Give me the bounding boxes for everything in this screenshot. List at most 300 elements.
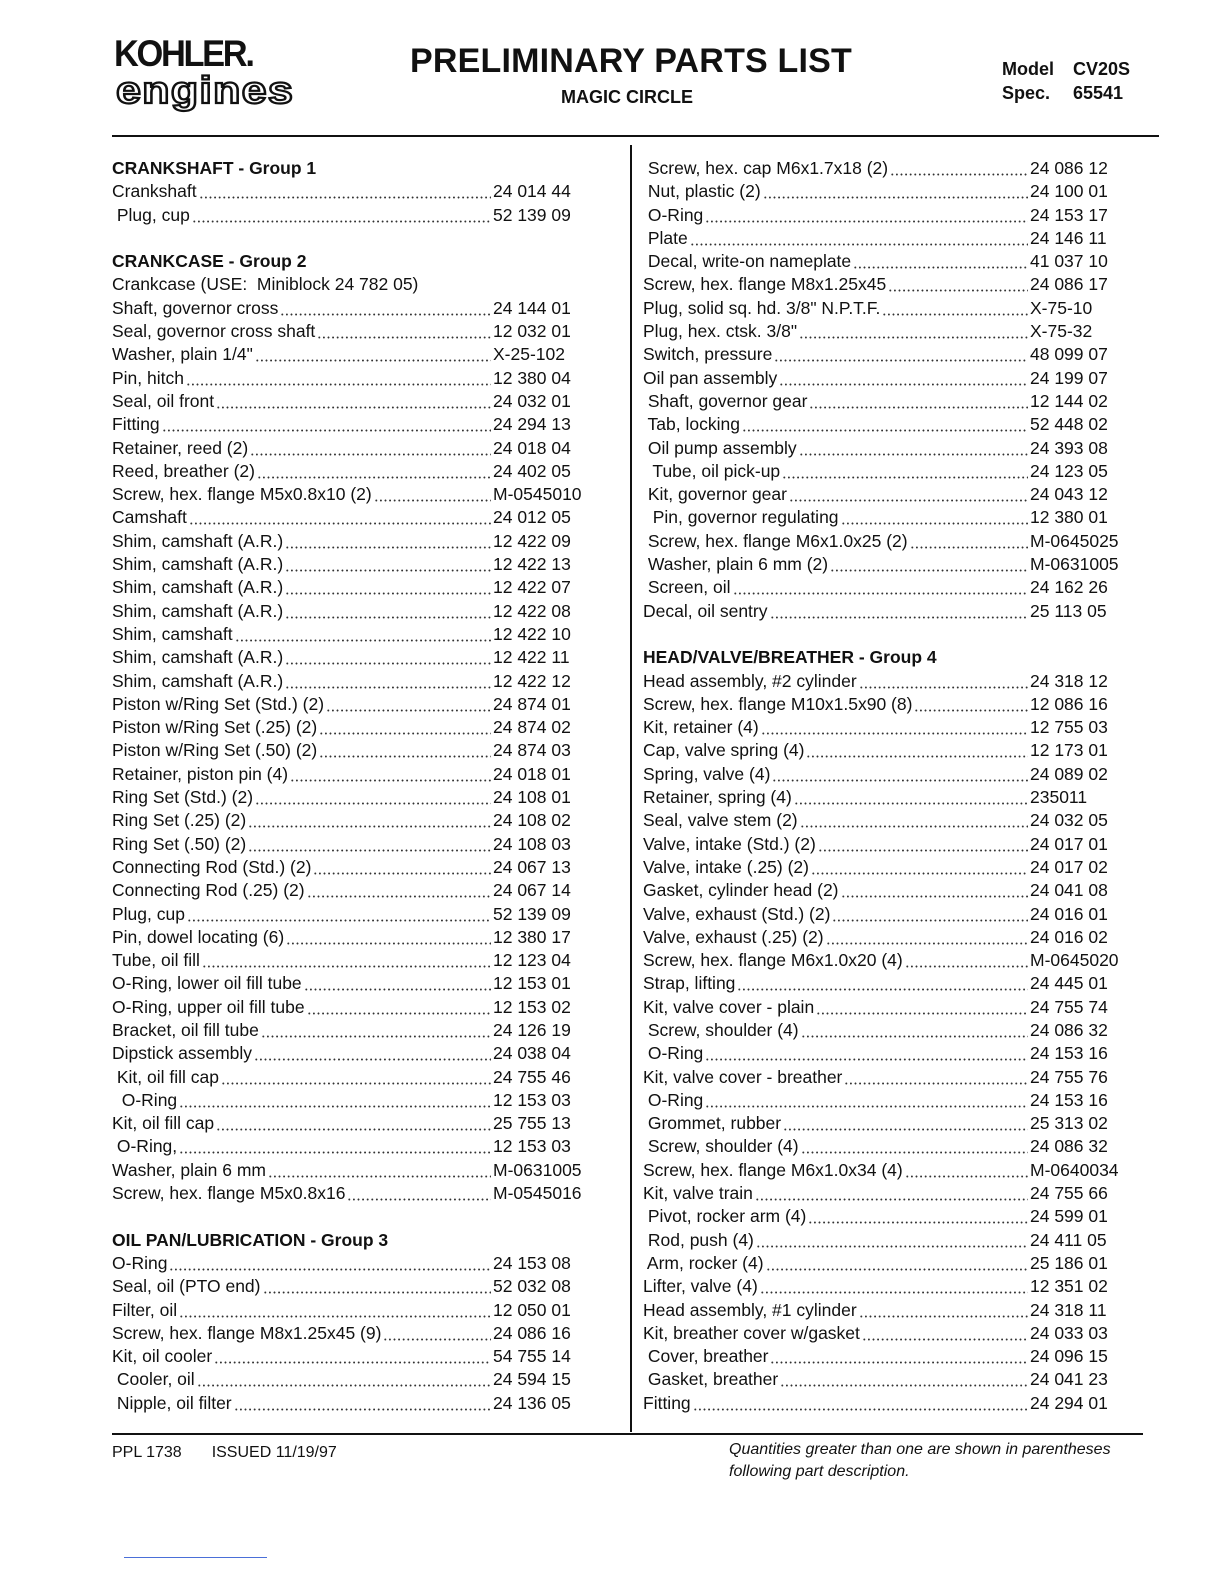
section-spacer xyxy=(643,623,1130,646)
part-description: Seal, governor cross shaft xyxy=(112,321,316,342)
part-number: M-0645025 xyxy=(1030,530,1119,551)
part-number: 25 755 13 xyxy=(493,1113,571,1134)
part-number: 24 033 03 xyxy=(1030,1322,1108,1343)
part-description: Plug, cup xyxy=(112,903,185,924)
part-row xyxy=(112,903,592,926)
dot-leader xyxy=(202,949,491,972)
dot-leader xyxy=(250,437,491,460)
part-number: 25 113 05 xyxy=(1030,600,1107,621)
dot-leader xyxy=(285,576,491,599)
part-description: Shaft, governor gear xyxy=(643,390,808,411)
part-description: Shim, camshaft (A.R.) xyxy=(112,530,284,551)
part-row xyxy=(112,204,592,227)
part-number: 12 422 12 xyxy=(493,670,571,691)
part-description: Dipstick assembly xyxy=(112,1043,253,1064)
dot-leader xyxy=(268,1159,491,1182)
header-divider xyxy=(112,135,1159,137)
part-row xyxy=(112,297,592,320)
part-row xyxy=(643,204,1130,227)
dot-leader xyxy=(317,320,491,343)
dot-leader xyxy=(285,530,491,553)
part-row xyxy=(643,1275,1130,1298)
dot-leader xyxy=(255,786,491,809)
dot-leader xyxy=(844,1066,1028,1089)
part-number: M-0545010 xyxy=(493,484,582,505)
part-description: Ring Set (Std.) (2) xyxy=(112,787,254,808)
dot-leader xyxy=(705,1042,1028,1065)
part-row xyxy=(112,763,592,786)
part-row xyxy=(112,1392,592,1415)
part-number: 25 186 01 xyxy=(1030,1252,1108,1273)
part-description: Kit, breather cover w/gasket xyxy=(643,1322,860,1343)
dot-leader xyxy=(187,903,491,926)
part-description: Shaft, governor cross xyxy=(112,297,279,318)
part-number: 24 153 16 xyxy=(1030,1043,1108,1064)
part-row xyxy=(643,273,1130,296)
part-description: Valve, intake (Std.) (2) xyxy=(643,833,816,854)
part-number: 24 041 23 xyxy=(1030,1369,1108,1390)
part-row xyxy=(112,1345,592,1368)
part-number: 24 086 32 xyxy=(1030,1136,1108,1157)
dot-leader xyxy=(705,204,1028,227)
part-number: 52 139 09 xyxy=(493,204,571,225)
part-number: 24 126 19 xyxy=(493,1019,571,1040)
part-row xyxy=(643,343,1130,366)
part-row xyxy=(643,1252,1130,1275)
dot-leader xyxy=(192,204,491,227)
part-description: Head assembly, #2 cylinder xyxy=(643,670,857,691)
part-number: 24 411 05 xyxy=(1030,1229,1107,1250)
part-row xyxy=(643,949,1130,972)
part-row xyxy=(643,972,1130,995)
part-description: Shim, camshaft (A.R.) xyxy=(112,554,284,575)
part-number: 24 594 15 xyxy=(493,1369,571,1390)
part-description: Shim, camshaft (A.R.) xyxy=(112,577,284,598)
part-number: 24 067 14 xyxy=(493,880,571,901)
part-description: Ring Set (.25) (2) xyxy=(112,810,247,831)
part-description: Grommet, rubber xyxy=(643,1113,782,1134)
part-description: Kit, governor gear xyxy=(643,484,787,505)
group-heading xyxy=(112,1229,592,1252)
part-description: Washer, plain 6 mm xyxy=(112,1159,266,1180)
part-description: Camshaft xyxy=(112,507,187,528)
part-description: O-Ring xyxy=(643,204,704,225)
part-number: 12 086 16 xyxy=(1030,693,1108,714)
part-row xyxy=(112,1182,592,1205)
part-row xyxy=(643,1112,1130,1135)
dot-leader xyxy=(766,1252,1028,1275)
dot-leader xyxy=(826,926,1028,949)
doc-number: PPL 1738 xyxy=(112,1444,182,1461)
part-description: Pin, dowel locating (6) xyxy=(112,926,285,947)
logo-wordmark: KOHLER. xyxy=(114,33,253,74)
part-number: 12 422 10 xyxy=(493,623,571,644)
dot-leader xyxy=(806,739,1028,762)
group-heading-text: OIL PAN/LUBRICATION - Group 3 xyxy=(112,1229,389,1250)
part-description: Screw, hex. flange M5x0.8x16 xyxy=(112,1183,346,1204)
part-number: 24 012 05 xyxy=(493,507,571,528)
svg-text:engines: engines xyxy=(116,73,294,112)
section-spacer xyxy=(112,1205,592,1228)
dot-leader xyxy=(818,833,1028,856)
part-description: Tube, oil fill xyxy=(112,950,200,971)
part-row xyxy=(643,460,1130,483)
part-number: 24 153 17 xyxy=(1030,204,1108,225)
part-row xyxy=(643,996,1130,1019)
part-row xyxy=(643,530,1130,553)
part-row xyxy=(112,1019,592,1042)
group-heading xyxy=(112,250,592,273)
dot-leader xyxy=(808,1205,1028,1228)
page-title: PRELIMINARY PARTS LIST xyxy=(410,42,853,80)
part-number: 24 123 05 xyxy=(1030,460,1108,481)
part-description: Connecting Rod (.25) (2) xyxy=(112,880,305,901)
part-row xyxy=(643,809,1130,832)
part-description: Kit, oil fill cap xyxy=(112,1066,219,1087)
dot-leader xyxy=(186,367,491,390)
part-row xyxy=(112,693,592,716)
dot-leader xyxy=(910,530,1028,553)
part-row xyxy=(643,1135,1130,1158)
footer-note xyxy=(729,1439,1169,1483)
part-description: Strap, lifting xyxy=(643,973,736,994)
dot-leader xyxy=(199,180,491,203)
part-description: Seal, oil (PTO end) xyxy=(112,1276,261,1297)
dot-leader xyxy=(326,693,491,716)
dot-leader xyxy=(882,297,1028,320)
part-description: Decal, oil sentry xyxy=(643,600,768,621)
part-row xyxy=(112,623,592,646)
hyperlink-underline[interactable] xyxy=(124,1557,267,1558)
dot-leader xyxy=(772,763,1028,786)
part-row xyxy=(643,1322,1130,1345)
part-row xyxy=(112,1322,592,1345)
part-description: Shim, camshaft xyxy=(112,623,233,644)
part-description: Fitting xyxy=(643,1392,691,1413)
dot-leader xyxy=(737,972,1028,995)
part-number: 24 067 13 xyxy=(493,856,571,877)
part-row xyxy=(112,460,592,483)
part-row xyxy=(112,1368,592,1391)
dot-leader xyxy=(254,1042,491,1065)
part-number: 24 153 16 xyxy=(1030,1089,1108,1110)
part-description: Kit, oil fill cap xyxy=(112,1113,215,1134)
part-row xyxy=(643,576,1130,599)
model-value: CV20S xyxy=(1073,59,1131,79)
part-number: 12 380 17 xyxy=(493,926,571,947)
part-description: Retainer, reed (2) xyxy=(112,437,249,458)
part-number: 52 448 02 xyxy=(1030,414,1108,435)
part-number: 24 043 12 xyxy=(1030,484,1108,505)
part-row xyxy=(643,250,1130,273)
part-number: 24 096 15 xyxy=(1030,1346,1108,1367)
part-description: Lifter, valve (4) xyxy=(643,1276,758,1297)
part-description: Connecting Rod (Std.) (2) xyxy=(112,856,312,877)
part-row xyxy=(112,1112,592,1135)
dot-leader xyxy=(248,833,491,856)
dot-leader xyxy=(756,1229,1028,1252)
part-description: Ring Set (.50) (2) xyxy=(112,833,247,854)
part-description: Switch, pressure xyxy=(643,344,773,365)
part-row xyxy=(112,949,592,972)
part-number: 24 162 26 xyxy=(1030,577,1108,598)
dot-leader xyxy=(307,879,491,902)
dot-leader xyxy=(285,553,491,576)
part-description: Gasket, breather xyxy=(643,1369,779,1390)
part-row xyxy=(112,1135,592,1158)
part-number: 12 755 03 xyxy=(1030,717,1108,738)
part-row xyxy=(643,903,1130,926)
part-row xyxy=(112,972,592,995)
part-description: Shim, camshaft (A.R.) xyxy=(112,600,284,621)
dot-leader xyxy=(234,1392,491,1415)
part-number: 12 050 01 xyxy=(493,1299,571,1320)
part-description: O-Ring, xyxy=(112,1136,178,1157)
dot-leader xyxy=(693,1392,1028,1415)
part-number: 12 144 02 xyxy=(1030,390,1108,411)
part-description: Screw, hex. flange M6x1.0x34 (4) xyxy=(643,1159,903,1180)
part-description: Piston w/Ring Set (.25) (2) xyxy=(112,717,318,738)
part-number: M-0640034 xyxy=(1030,1159,1119,1180)
part-description: Pin, governor regulating xyxy=(643,507,839,528)
part-description: Nipple, oil filter xyxy=(112,1392,232,1413)
part-number: 24 318 11 xyxy=(1030,1299,1107,1320)
part-number: 24 038 04 xyxy=(493,1043,571,1064)
part-description: Decal, write-on nameplate xyxy=(643,251,852,272)
part-number: 24 108 02 xyxy=(493,810,571,831)
part-description: Kit, valve cover - breather xyxy=(643,1066,843,1087)
part-description: O-Ring, lower oil fill tube xyxy=(112,973,302,994)
dot-leader xyxy=(782,460,1028,483)
dot-leader xyxy=(189,506,491,529)
part-description: Tab, locking xyxy=(643,414,740,435)
dot-leader xyxy=(690,227,1028,250)
dot-leader xyxy=(905,1159,1028,1182)
part-number: M-0631005 xyxy=(493,1159,582,1180)
group-heading xyxy=(112,157,592,180)
dot-leader xyxy=(809,390,1028,413)
dot-leader xyxy=(313,856,491,879)
part-number: 54 755 14 xyxy=(493,1346,571,1367)
column-divider xyxy=(630,145,632,1432)
part-description: Shim, camshaft (A.R.) xyxy=(112,670,284,691)
dot-leader xyxy=(783,1112,1028,1135)
dot-leader xyxy=(801,1135,1028,1158)
part-description: Screw, shoulder (4) xyxy=(643,1019,799,1040)
dot-leader xyxy=(235,623,491,646)
dot-leader xyxy=(261,1019,491,1042)
dot-leader xyxy=(841,879,1028,902)
part-row xyxy=(112,576,592,599)
part-row xyxy=(643,1299,1130,1322)
part-number: 48 099 07 xyxy=(1030,344,1108,365)
part-row xyxy=(643,716,1130,739)
part-row xyxy=(112,856,592,879)
dot-leader xyxy=(169,1252,491,1275)
part-number: 24 393 08 xyxy=(1030,437,1108,458)
part-row xyxy=(112,413,592,436)
part-row xyxy=(112,646,592,669)
part-number: 24 318 12 xyxy=(1030,670,1108,691)
part-row xyxy=(643,1392,1130,1415)
part-row xyxy=(643,297,1130,320)
page-subtitle: MAGIC CIRCLE xyxy=(561,87,693,107)
part-description: O-Ring xyxy=(112,1252,168,1273)
part-row xyxy=(112,716,592,739)
part-number: 12 153 01 xyxy=(493,973,571,994)
part-description: Cooler, oil xyxy=(112,1369,195,1390)
part-description: Arm, rocker (4) xyxy=(643,1252,764,1273)
part-description: O-Ring xyxy=(112,1089,178,1110)
part-row xyxy=(643,926,1130,949)
part-number: 24 086 12 xyxy=(1030,158,1108,178)
part-row xyxy=(643,157,1130,180)
part-row xyxy=(643,856,1130,879)
dot-leader xyxy=(216,390,491,413)
part-number: 24 199 07 xyxy=(1030,367,1108,388)
part-number: 12 422 08 xyxy=(493,600,571,621)
parts-column-right xyxy=(643,157,1130,1415)
part-row xyxy=(112,833,592,856)
part-row xyxy=(643,1368,1130,1391)
part-number: 24 032 05 xyxy=(1030,810,1108,831)
dot-leader xyxy=(347,1182,491,1205)
part-number: 24 755 74 xyxy=(1030,996,1108,1017)
dot-leader xyxy=(800,809,1028,832)
part-row xyxy=(112,390,592,413)
part-row xyxy=(112,600,592,623)
part-number: 12 422 07 xyxy=(493,577,571,598)
part-description: Oil pump assembly xyxy=(643,437,797,458)
part-row xyxy=(112,1275,592,1298)
dot-leader xyxy=(280,297,491,320)
part-description: O-Ring xyxy=(643,1089,704,1110)
part-row xyxy=(112,367,592,390)
part-row xyxy=(112,180,592,203)
part-note-row xyxy=(112,273,592,296)
part-row xyxy=(643,390,1130,413)
part-description: Nut, plastic (2) xyxy=(643,181,761,202)
part-row xyxy=(643,763,1130,786)
part-description: Reed, breather (2) xyxy=(112,460,255,481)
part-row xyxy=(112,926,592,949)
dot-leader xyxy=(816,996,1028,1019)
dot-leader xyxy=(760,1275,1028,1298)
part-row xyxy=(112,670,592,693)
dot-leader xyxy=(257,460,491,483)
part-description: Gasket, cylinder head (2) xyxy=(643,880,839,901)
part-number: 24 016 02 xyxy=(1030,926,1108,947)
part-description: Valve, intake (.25) (2) xyxy=(643,856,809,877)
part-number: X-25-102 xyxy=(493,344,565,365)
part-number: 24 086 16 xyxy=(493,1322,571,1343)
part-description: Retainer, spring (4) xyxy=(643,787,792,808)
part-row xyxy=(112,786,592,809)
part-number: 24 599 01 xyxy=(1030,1206,1108,1227)
part-row xyxy=(643,367,1130,390)
part-description: Kit, retainer (4) xyxy=(643,717,759,738)
part-description: Washer, plain 6 mm (2) xyxy=(643,554,829,575)
part-number: 12 153 03 xyxy=(493,1136,571,1157)
part-description: Cap, valve spring (4) xyxy=(643,740,805,761)
spec-value: 65541 xyxy=(1073,83,1124,103)
dot-leader xyxy=(304,972,491,995)
part-description: Screw, hex. flange M10x1.5x90 (8) xyxy=(643,693,913,714)
dot-leader xyxy=(216,1112,491,1135)
dot-leader xyxy=(862,1322,1028,1345)
part-number: 12 153 02 xyxy=(493,996,571,1017)
part-row xyxy=(112,320,592,343)
part-number: 24 014 44 xyxy=(493,181,571,202)
part-row xyxy=(643,506,1130,529)
part-description: Screw, hex. flange M5x0.8x10 (2) xyxy=(112,484,372,505)
part-number: 24 018 04 xyxy=(493,437,571,458)
part-row xyxy=(643,1089,1130,1112)
part-row xyxy=(643,180,1130,203)
group-heading xyxy=(643,646,1130,669)
dot-leader xyxy=(319,739,491,762)
part-description: Pin, hitch xyxy=(112,367,184,388)
part-number: 24 146 11 xyxy=(1030,227,1107,248)
part-description: Rod, push (4) xyxy=(643,1229,754,1250)
part-row xyxy=(643,1159,1130,1182)
logo-engines-script xyxy=(114,73,299,115)
part-number: 12 422 13 xyxy=(493,554,571,575)
part-number: 235011 xyxy=(1030,787,1088,808)
part-description: Washer, plain 1/4" xyxy=(112,344,253,365)
part-description: Fitting xyxy=(112,414,160,435)
dot-leader xyxy=(794,786,1028,809)
part-row xyxy=(643,670,1130,693)
part-row xyxy=(643,1019,1130,1042)
part-number: 25 313 02 xyxy=(1030,1113,1108,1134)
part-description: Seal, oil front xyxy=(112,390,215,411)
dot-leader xyxy=(830,553,1028,576)
part-description: Filter, oil xyxy=(112,1299,178,1320)
part-description: Crankshaft xyxy=(112,181,197,202)
part-number: 24 016 01 xyxy=(1030,903,1108,924)
part-row xyxy=(112,996,592,1019)
part-description: Plate xyxy=(643,227,688,248)
part-description: Oil pan assembly xyxy=(643,367,778,388)
part-description: Screw, shoulder (4) xyxy=(643,1136,799,1157)
part-note-text: Crankcase (USE: Miniblock 24 782 05) xyxy=(112,274,419,295)
dot-leader xyxy=(255,343,491,366)
dot-leader xyxy=(799,437,1028,460)
dot-leader xyxy=(763,180,1028,203)
part-number: 24 874 03 xyxy=(493,740,571,761)
part-row xyxy=(643,833,1130,856)
part-row xyxy=(643,413,1130,436)
part-row xyxy=(112,879,592,902)
dot-leader xyxy=(733,576,1028,599)
part-number: 24 153 08 xyxy=(493,1252,571,1273)
part-description: Screen, oil xyxy=(643,577,731,598)
part-number: 12 351 02 xyxy=(1030,1276,1108,1297)
part-number: 24 100 01 xyxy=(1030,181,1108,202)
dot-leader xyxy=(319,716,491,739)
part-description: Plug, hex. ctsk. 3/8" xyxy=(643,321,798,342)
group-heading-text: CRANKSHAFT - Group 1 xyxy=(112,158,317,178)
part-number: 24 086 32 xyxy=(1030,1019,1108,1040)
part-row xyxy=(643,693,1130,716)
dot-leader xyxy=(914,693,1028,716)
section-spacer xyxy=(112,227,592,250)
footer-note-line: following part description. xyxy=(729,1463,910,1480)
part-description: O-Ring xyxy=(643,1043,704,1064)
part-description: Piston w/Ring Set (.50) (2) xyxy=(112,740,318,761)
part-number: 24 445 01 xyxy=(1030,973,1108,994)
